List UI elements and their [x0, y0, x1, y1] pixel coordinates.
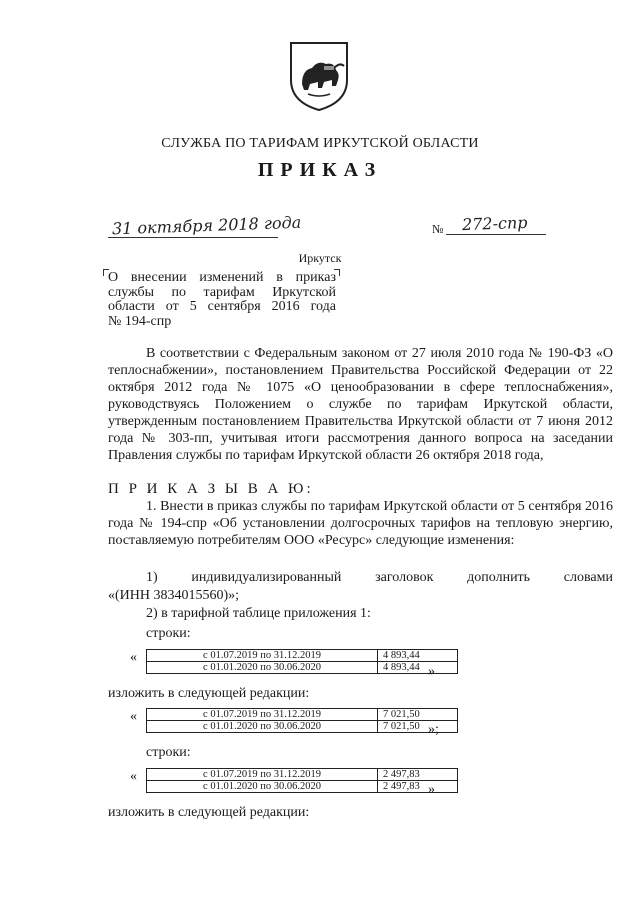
item-1-paragraph: 1. Внести в приказ службы по тарифам Иркутской области от 5 сентября 2016 года № 194-спр «Об установлении долгосрочных тарифов на тепловую энергию, поставляемую потребителям ООО «Ресурс» следующие изменения:: [108, 499, 613, 548]
handwritten-date: 31 октября 2018 года: [111, 212, 302, 239]
date-underline: [108, 237, 278, 238]
table-row: [147, 709, 458, 721]
table-row: [147, 769, 458, 781]
word: заголовок: [375, 570, 434, 585]
number-underline: [446, 234, 546, 235]
tariff-table-new-1: [146, 708, 458, 733]
value-cell: 2 497,83: [378, 781, 458, 793]
word: дополнить: [467, 570, 531, 585]
city-name: Иркутск: [298, 251, 342, 265]
period-cell: с 01.07.2019 по 31.12.2019: [147, 769, 378, 781]
organization-name: СЛУЖБА ПО ТАРИФАМ ИРКУТСКОЙ ОБЛАСТИ: [161, 136, 479, 151]
quote-close: »: [428, 664, 435, 679]
order-word: П Р И К А З Ы В А Ю:: [108, 481, 314, 497]
rows-label: строки:: [146, 626, 191, 641]
subitem-1-continuation: «(ИНН 3834015560)»;: [108, 588, 240, 603]
table-row: [147, 662, 458, 674]
rows-label-2: строки:: [146, 745, 191, 760]
word: 1): [146, 570, 158, 585]
subject-line: № 194-спр: [108, 313, 172, 329]
period-cell: с 01.01.2020 по 30.06.2020: [147, 721, 378, 733]
value-cell: 7 021,50: [378, 721, 458, 733]
value-cell: 2 497,83: [378, 769, 458, 781]
quote-close: »: [428, 782, 435, 797]
value-cell: 7 021,50: [378, 709, 458, 721]
subitem-1-line: [146, 570, 613, 586]
subject-line: службы по тарифам Иркутской: [108, 284, 336, 300]
value-cell: 4 893,44: [378, 650, 458, 662]
quote-open: «: [130, 709, 137, 724]
document-subject: [108, 271, 336, 329]
period-cell: с 01.01.2020 по 30.06.2020: [147, 662, 378, 674]
replace-label: изложить в следующей редакции:: [108, 686, 310, 701]
number-label: №: [432, 222, 444, 236]
tariff-table-old-1: [146, 649, 458, 674]
replace-label-2: изложить в следующей редакции:: [108, 805, 310, 820]
period-cell: с 01.01.2020 по 30.06.2020: [147, 781, 378, 793]
quote-open: «: [130, 650, 137, 665]
table-row: [147, 650, 458, 662]
quote-open: «: [130, 769, 137, 784]
subject-line: области от 5 сентября 2016 года: [108, 299, 336, 314]
handwritten-number: 272-спр: [461, 212, 528, 235]
preamble-paragraph: В соответствии с Федеральным законом от 27 июля 2010 года № 190-ФЗ «О теплоснабжении», постановлением Правительства Российской Федерации от 22 октября 2012 года № 1075 «О ценообразовании в сфере теплоснабжения», руководствуясь Положением о службе по тарифам Иркутской области, утвержденным постановлением Правительства Иркутской области от 7 июня 2012 года № 303-пп, учитывая итоги рассмотрения данного вопроса на заседании Правления службы по тарифам Иркутской области 26 октября 2018 года,: [108, 346, 613, 463]
coat-of-arms-emblem: [288, 40, 350, 112]
quote-close-semicolon: »;: [428, 722, 439, 737]
subitem-2-text: 2) в тарифной таблице приложения 1:: [146, 606, 371, 621]
tariff-table-old-2: [146, 768, 458, 793]
table-row: [147, 721, 458, 733]
table-row: [147, 781, 458, 793]
period-cell: с 01.07.2019 по 31.12.2019: [147, 650, 378, 662]
document-type-title: ПРИКАЗ: [257, 159, 383, 181]
value-cell: 4 893,44: [378, 662, 458, 674]
word: индивидуализированный: [191, 570, 342, 585]
subject-line: О внесении изменений в приказ: [108, 270, 336, 285]
period-cell: с 01.07.2019 по 31.12.2019: [147, 709, 378, 721]
word: словами: [563, 570, 613, 585]
